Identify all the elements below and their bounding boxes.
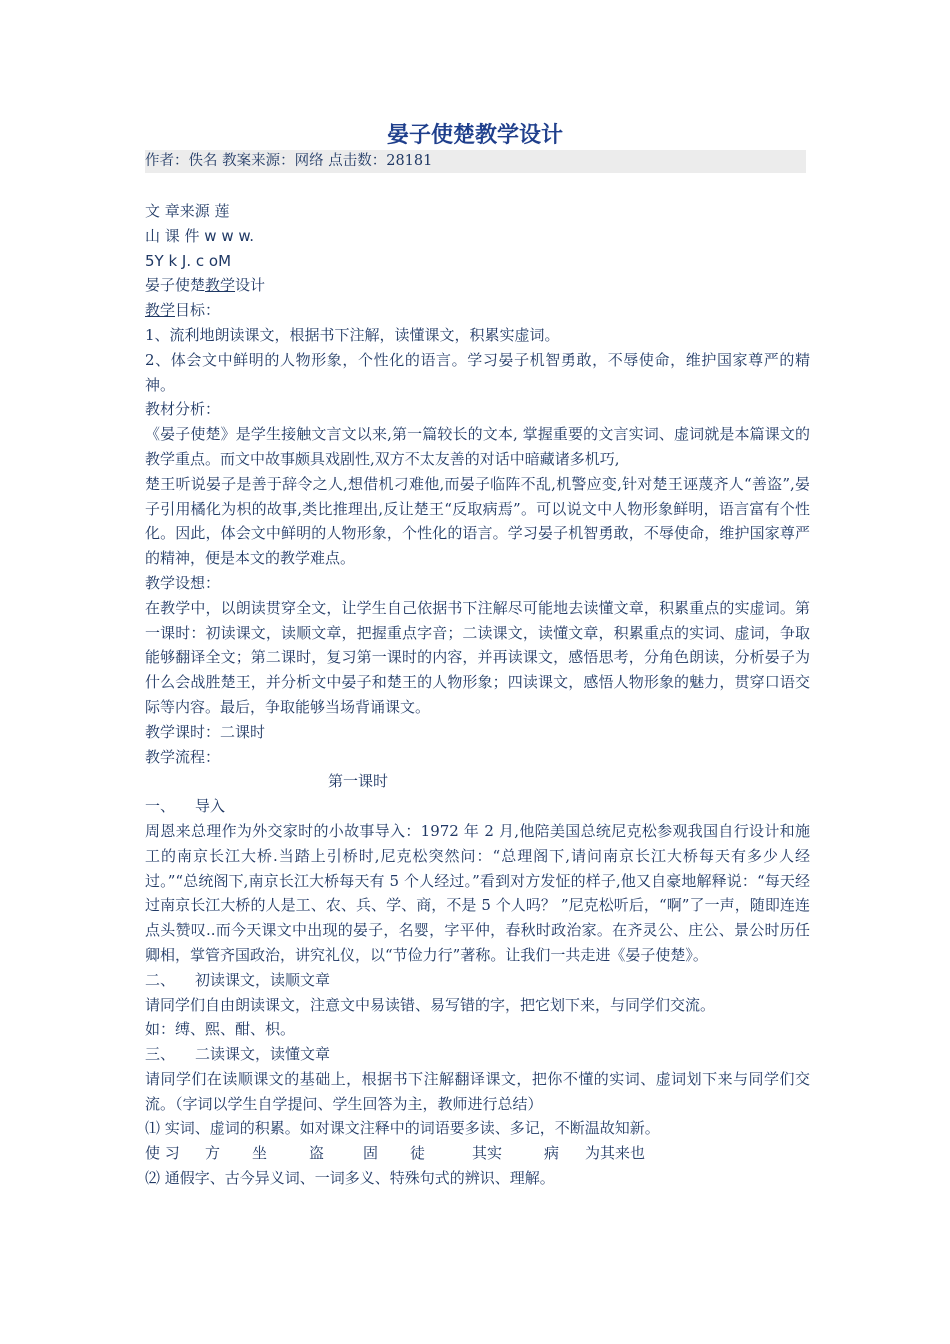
section-2-example: 如：缚、熙、酣、枳。 bbox=[145, 1020, 296, 1039]
link-teaching[interactable]: 教学 bbox=[205, 276, 236, 295]
lesson-1-heading: 第一课时 bbox=[328, 772, 389, 791]
section-2-heading: 二、 初读课文，读顺文章 bbox=[145, 970, 331, 989]
vocab-word: 病 bbox=[544, 1144, 560, 1163]
vocab-word: 方 bbox=[205, 1144, 221, 1163]
vocab-word: 坐 bbox=[252, 1144, 268, 1163]
section-3-sub-2: ⑵ 通假字、古今异义词、一词多义、特殊句式的辨识、理解。 bbox=[145, 1169, 555, 1188]
goal-item-2: 2、体会文中鲜明的人物形象，个性化的语言。学习晏子机智勇敢，不辱使命，维护国家尊严的精神。 bbox=[145, 350, 810, 394]
goals-heading: 教学目标： bbox=[145, 301, 221, 320]
vocab-word: 徒 bbox=[410, 1144, 426, 1163]
goal-item-1: 1、流利地朗读课文，根据书下注解，读懂课文，积累实虚词。 bbox=[145, 325, 560, 344]
section-1-paragraph: 周恩来总理作为外交家时的小故事导入：1972 年 2 月,他陪美国总统尼克松参观我国自行设计和施工的南京长江大桥.当踏上引桥时,尼克松突然问：“总理阁下,请问南京长江大桥每天有多少人经过。”“总统阁下,南京长江大桥每天有 5 个人经过。”看到对方发怔的样子,他又自豪地解释说：“每天经过南京长江大桥的人是工、农、兵、学、商，不是 5 个人吗？ ”尼克松听后，“啊”了一声，随即连连点头赞叹..而今天课文中出现的晏子，名婴，字平仲，春秋时政治家。在齐灵公、庄公、景公时历任卿相，掌管齐国政治，讲究礼仪，以“节俭力行”著称。让我们一共走进《晏子使楚》。 bbox=[145, 821, 810, 964]
source-line-1: 文 章来源 莲 bbox=[145, 202, 230, 220]
doc-title: 晏子使楚教学设计 bbox=[145, 276, 266, 295]
analysis-paragraph-1: 《晏子使楚》是学生接触文言文以来,第一篇较长的文本, 掌握重要的文言实词、虚词就是本篇课文的教学重点。而文中故事颇具戏剧性,双方不太友善的对话中暗藏诸多机巧, bbox=[145, 425, 810, 468]
section-3-paragraph: 请同学们在读顺课文的基础上，根据书下注解翻译课文，把你不懂的实词、虚词划下来与同学们交流。（字词以学生自学提问、学生回答为主，教师进行总结） bbox=[145, 1069, 810, 1113]
section-2-paragraph: 请同学们自由朗读课文，注意文中易读错、易写错的字，把它划下来，与同学们交流。 bbox=[145, 995, 716, 1014]
vocab-word: 盗 bbox=[309, 1144, 325, 1163]
analysis-heading: 教材分析： bbox=[145, 400, 221, 419]
section-1-heading: 一、 导入 bbox=[145, 797, 226, 816]
vocab-word: 使 习 bbox=[145, 1144, 180, 1163]
article-body bbox=[145, 199, 810, 1191]
source-line-3: 5Y k J. c oM bbox=[145, 251, 232, 270]
vocab-word: 固 bbox=[363, 1144, 379, 1163]
idea-paragraph: 在教学中，以朗读贯穿全文，让学生自己依据书下注解尽可能地去读懂文章，积累重点的实虚词。第一课时：初读课文，读顺文章，把握重点字音；二读课文，读懂文章，积累重点的实词、虚词，争取能够翻译全文；第二课时，复习第一课时的内容，并再读课文，感悟思考，分角色朗读，分析晏子为什么会战胜楚王，并分析文中晏子和楚王的人物形象；四读课文，感悟人物形象的魅力，贯穿口语交际等内容。最后，争取能够当场背诵课文。 bbox=[145, 598, 810, 716]
source-line-2: 山 课 件 w w w. bbox=[145, 226, 255, 245]
page-title: 晏子使楚教学设计 bbox=[386, 123, 563, 148]
teaching-hours: 教学课时：二课时 bbox=[145, 722, 266, 741]
section-3-sub-1: ⑴ 实词、虚词的积累。如对课文注释中的词语要多读、多记，不断温故知新。 bbox=[145, 1119, 660, 1138]
link-teaching-goals[interactable]: 教学 bbox=[145, 301, 176, 320]
flow-heading: 教学流程： bbox=[145, 747, 221, 766]
idea-heading: 教学设想： bbox=[145, 573, 221, 592]
analysis-paragraph-2: 楚王听说晏子是善于辞令之人,想借机刁难他,而晏子临阵不乱,机警应变,针对楚王诬蔑齐人“善盗”,晏子引用橘化为枳的故事,类比推理出,反让楚王“反取病焉”。可以说文中人物形象鲜明，语言富有个性化。因此，体会文中鲜明的人物形象，个性化的语言。学习晏子机智勇敢，不辱使命，维护国家尊严的精神，便是本文的教学难点。 bbox=[145, 474, 810, 568]
section-3-heading: 三、 二读课文，读懂文章 bbox=[145, 1045, 331, 1064]
article-meta: 作者：佚名 教案来源：网络 点击数：28181 bbox=[145, 150, 806, 173]
vocab-word-list bbox=[145, 1141, 810, 1166]
vocab-word: 其实 bbox=[472, 1144, 503, 1163]
vocab-word: 为其来也 bbox=[585, 1144, 646, 1163]
